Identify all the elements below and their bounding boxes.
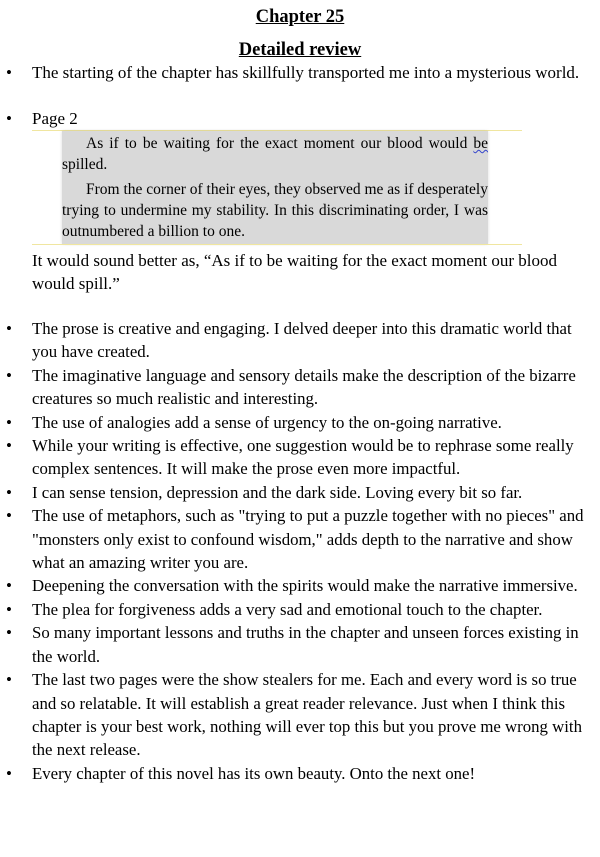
list-item: • The prose is creative and engaging. I delved deeper into this dramatic world that you have created. xyxy=(0,317,600,364)
list-item: • The plea for forgiveness adds a very sad and emotional touch to the chapter. xyxy=(0,598,600,621)
spacer xyxy=(0,295,600,317)
highlighted-quote xyxy=(62,131,488,244)
list-item: • The last two pages were the show stealers for me. Each and every word is so true and so relatable. It will establish a great reader relevance. Just when I think this chapter is your best work, nothing will ever top this but you prove me wrong with the next release. xyxy=(0,668,600,762)
list-item: • The use of metaphors, such as "trying to put a puzzle together with no pieces" and "monsters only exist to confound wisdom," adds depth to the narrative and show what an amazing writer you are. xyxy=(0,504,600,574)
quote-paragraph-2: From the corner of their eyes, they observed me as if desperately trying to undermine my stability. In this discriminating order, I was outnumbered a billion to one. xyxy=(62,181,488,240)
list-item: • Deepening the conversation with the spirits would make the narrative immersive. xyxy=(0,574,600,597)
list-item: • So many important lessons and truths in the chapter and unseen forces existing in the world. xyxy=(0,621,600,668)
list-item: • I can sense tension, depression and the dark side. Loving every bit so far. xyxy=(0,481,600,504)
intro-list xyxy=(0,61,600,84)
review-bullets xyxy=(0,317,600,785)
list-item: • Every chapter of this novel has its own beauty. Onto the next one! xyxy=(0,762,600,785)
review-subtitle: Detailed review xyxy=(238,40,362,60)
list-item: • While your writing is effective, one suggestion would be to rephrase some really complex sentences. It will make the prose even more impactful. xyxy=(0,434,600,481)
spacer xyxy=(0,84,600,107)
list-item: • The imaginative language and sensory details make the description of the bizarre creatures so much realistic and interesting. xyxy=(0,364,600,411)
quote-paragraph-1 xyxy=(62,133,488,175)
chapter-title: Chapter 25 xyxy=(255,7,345,27)
quote-wrap xyxy=(32,131,600,244)
suggestion-text: It would sound better as, “As if to be waiting for the exact moment our blood would spill.” xyxy=(32,251,557,293)
page-list xyxy=(0,107,600,130)
page-bullet: • Page 2 xyxy=(0,107,600,130)
quote-p1-text: As if to be waiting for the exact moment our blood would xyxy=(86,135,468,152)
quote-p1-rest: spilled. xyxy=(62,156,108,173)
quote-bottom-rule xyxy=(32,244,522,245)
intro-bullet: • The starting of the chapter has skillfully transported me into a mysterious world. xyxy=(0,61,600,84)
list-item: • The use of analogies add a sense of urgency to the on-going narrative. xyxy=(0,411,600,434)
flagged-word: be xyxy=(473,135,489,152)
